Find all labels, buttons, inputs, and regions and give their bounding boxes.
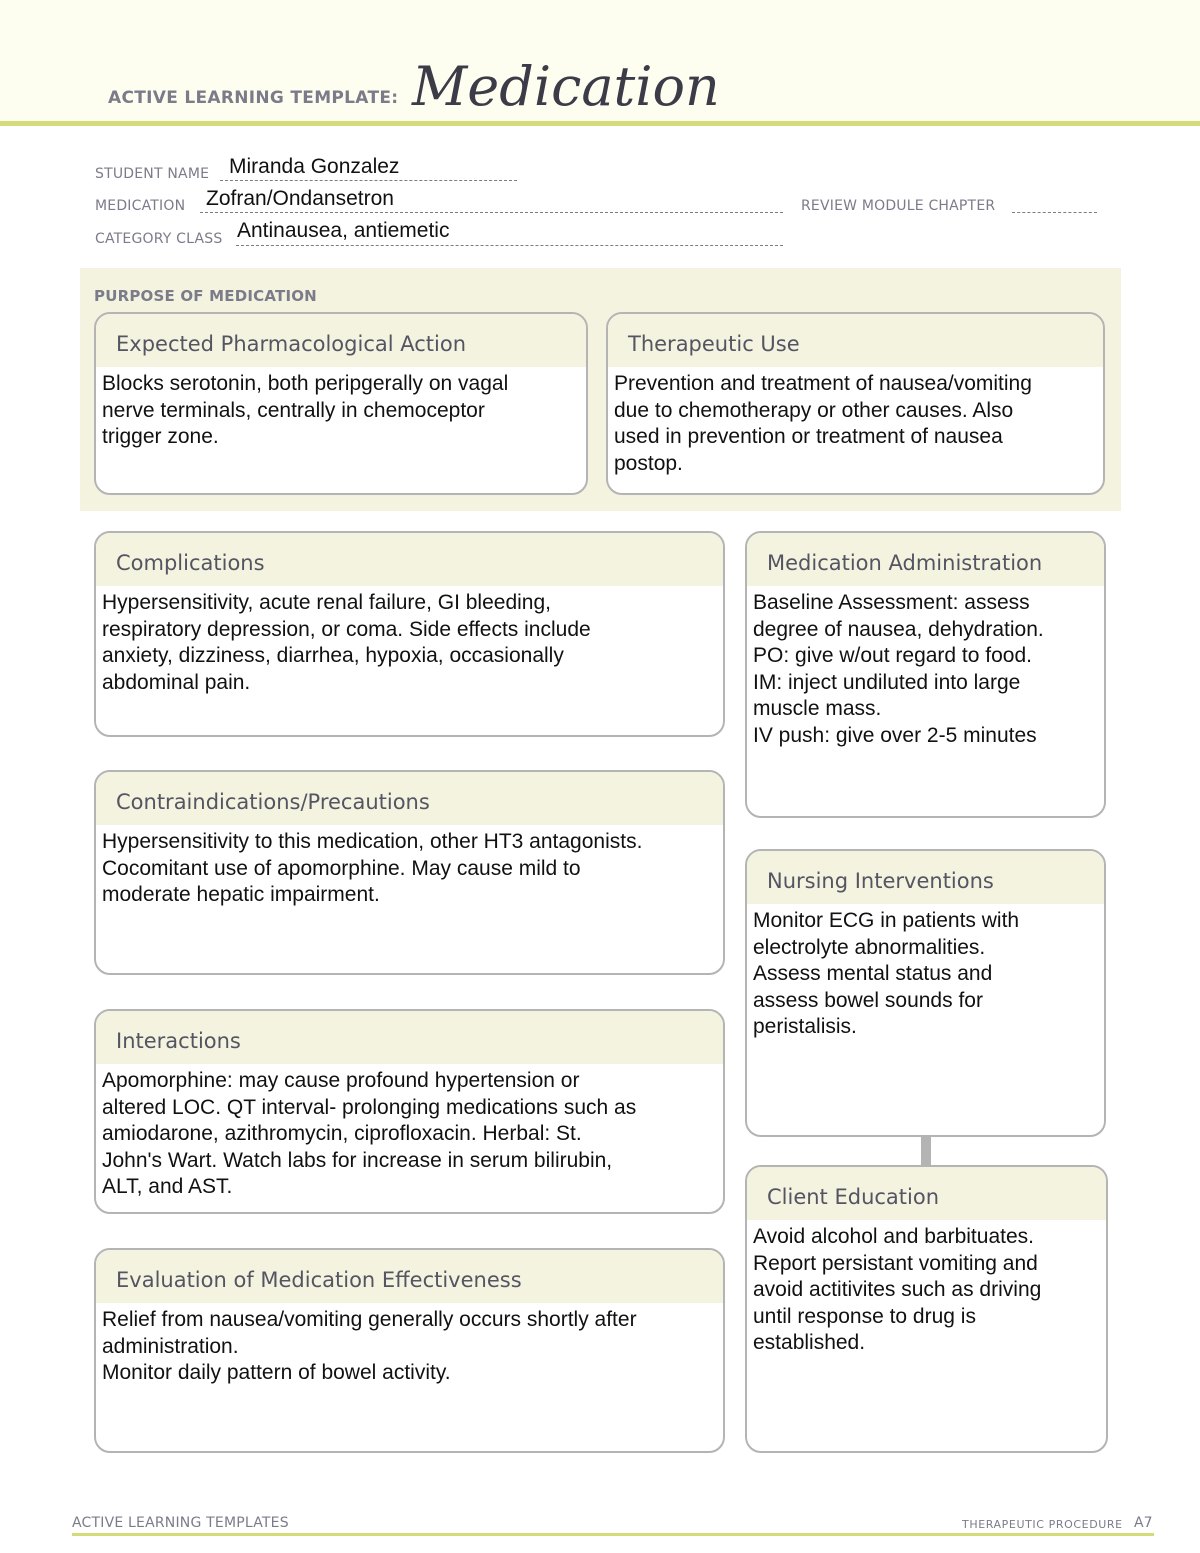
footer-left: ACTIVE LEARNING TEMPLATES <box>72 1515 289 1531</box>
therapeutic-use-body[interactable] <box>608 367 1103 477</box>
interactions-line: amiodarone, azithromycin, ciprofloxacin. Herbal: St. <box>102 1122 582 1145</box>
therapeutic-use-line: due to chemotherapy or other causes. Also <box>614 398 1014 422</box>
medication-field[interactable]: Zofran/Ondansetron <box>206 187 394 210</box>
nursing-interventions-line: electrolyte abnormalities. <box>753 935 986 959</box>
expected-action-line: trigger zone. <box>102 425 219 448</box>
interactions-title: Interactions <box>96 1011 723 1064</box>
footer-rule <box>72 1533 1154 1536</box>
complications-title: Complications <box>96 533 723 586</box>
review-module-label: REVIEW MODULE CHAPTER <box>801 198 996 214</box>
medication-administration-title: Medication Administration <box>747 533 1104 586</box>
category-class-label: CATEGORY CLASS <box>95 231 223 247</box>
evaluation-line: administration. <box>102 1334 239 1358</box>
student-name-field[interactable]: Miranda Gonzalez <box>229 155 400 178</box>
review-module-field[interactable] <box>1012 212 1097 213</box>
client-education-line: Report persistant vomiting and <box>753 1251 1038 1275</box>
therapeutic-use-line: used in prevention or treatment of nausea <box>614 425 1003 448</box>
medication-line <box>200 212 783 213</box>
category-class-field[interactable]: Antinausea, antiemetic <box>237 219 450 242</box>
therapeutic-use-line: postop. <box>614 451 683 475</box>
expected-action-title: Expected Pharmacological Action <box>96 314 586 367</box>
client-education-line: until response to drug is <box>753 1304 976 1328</box>
contraindications-title: Contraindications/Precautions <box>96 772 723 825</box>
complications-line: respiratory depression, or coma. Side effects include <box>102 617 591 641</box>
page-title: Medication <box>412 55 720 118</box>
expected-action-line: nerve terminals, centrally in chemoceptor <box>102 398 485 422</box>
footer-right: THERAPEUTIC PROCEDURE <box>962 1518 1123 1531</box>
medication-administration-line: IM: inject undiluted into large <box>753 670 1021 694</box>
contraindications-line: moderate hepatic impairment. <box>102 883 380 906</box>
interactions-line: altered LOC. QT interval- prolonging medications such as <box>102 1095 637 1119</box>
header-rule <box>0 121 1200 126</box>
client-education-title: Client Education <box>747 1167 1106 1220</box>
interactions-line: ALT, and AST. <box>102 1175 233 1198</box>
template-label: ACTIVE LEARNING TEMPLATE: <box>108 88 399 108</box>
evaluation-line: Monitor daily pattern of bowel activity. <box>102 1361 451 1384</box>
purpose-label: PURPOSE OF MEDICATION <box>94 287 317 305</box>
medication-administration-line: Baseline Assessment: assess <box>753 591 1030 614</box>
nursing-interventions-body[interactable] <box>747 904 1104 1041</box>
nursing-interventions-line: Assess mental status and <box>753 962 993 985</box>
contraindications-box <box>94 770 725 975</box>
client-education-line: Avoid alcohol and barbituates. <box>753 1225 1034 1248</box>
client-education-line: established. <box>753 1331 866 1354</box>
contraindications-line: Cocomitant use of apomorphine. May cause mild to <box>102 856 581 880</box>
nursing-interventions-line: Monitor ECG in patients with <box>753 909 1020 932</box>
student-name-label: STUDENT NAME <box>95 166 210 182</box>
expected-action-box <box>94 312 588 495</box>
expected-action-line: Blocks serotonin, both peripgerally on vagal <box>102 372 509 395</box>
expected-action-body[interactable] <box>96 367 586 451</box>
complications-body[interactable] <box>96 586 723 696</box>
evaluation-box <box>94 1248 725 1453</box>
medication-label: MEDICATION <box>95 198 186 214</box>
connector-bar <box>921 1136 931 1166</box>
nursing-interventions-box <box>745 849 1106 1137</box>
nursing-interventions-line: assess bowel sounds for <box>753 988 983 1012</box>
therapeutic-use-line: Prevention and treatment of nausea/vomiting <box>614 372 1032 395</box>
therapeutic-use-box <box>606 312 1105 495</box>
nursing-interventions-title: Nursing Interventions <box>747 851 1104 904</box>
interactions-line: Apomorphine: may cause profound hypertension or <box>102 1069 580 1092</box>
medication-administration-body[interactable] <box>747 586 1104 749</box>
medication-administration-line: muscle mass. <box>753 697 882 720</box>
interactions-body[interactable] <box>96 1064 723 1201</box>
complications-box <box>94 531 725 737</box>
interactions-line: John's Wart. Watch labs for increase in serum bilirubin, <box>102 1148 613 1172</box>
therapeutic-use-title: Therapeutic Use <box>608 314 1103 367</box>
contraindications-body[interactable] <box>96 825 723 909</box>
complications-line: anxiety, dizziness, diarrhea, hypoxia, occasionally <box>102 644 564 667</box>
evaluation-body[interactable] <box>96 1303 723 1387</box>
evaluation-line: Relief from nausea/vomiting generally occurs shortly after <box>102 1308 637 1331</box>
client-education-line: avoid actitivites such as driving <box>753 1278 1042 1301</box>
evaluation-title: Evaluation of Medication Effectiveness <box>96 1250 723 1303</box>
medication-administration-line: IV push: give over 2-5 minutes <box>753 723 1037 747</box>
client-education-body[interactable] <box>747 1220 1106 1357</box>
contraindications-line: Hypersensitivity to this medication, other HT3 antagonists. <box>102 830 643 853</box>
medication-administration-box <box>745 531 1106 818</box>
interactions-box <box>94 1009 725 1214</box>
complications-line: Hypersensitivity, acute renal failure, GI bleeding, <box>102 591 551 614</box>
student-name-line <box>220 180 517 181</box>
nursing-interventions-line: peristalisis. <box>753 1015 857 1038</box>
medication-administration-line: degree of nausea, dehydration. <box>753 617 1044 641</box>
footer-page-number: A7 <box>1134 1515 1153 1531</box>
client-education-box <box>745 1165 1108 1453</box>
medication-administration-line: PO: give w/out regard to food. <box>753 644 1032 667</box>
category-class-line <box>236 245 783 246</box>
complications-line: abdominal pain. <box>102 670 251 694</box>
